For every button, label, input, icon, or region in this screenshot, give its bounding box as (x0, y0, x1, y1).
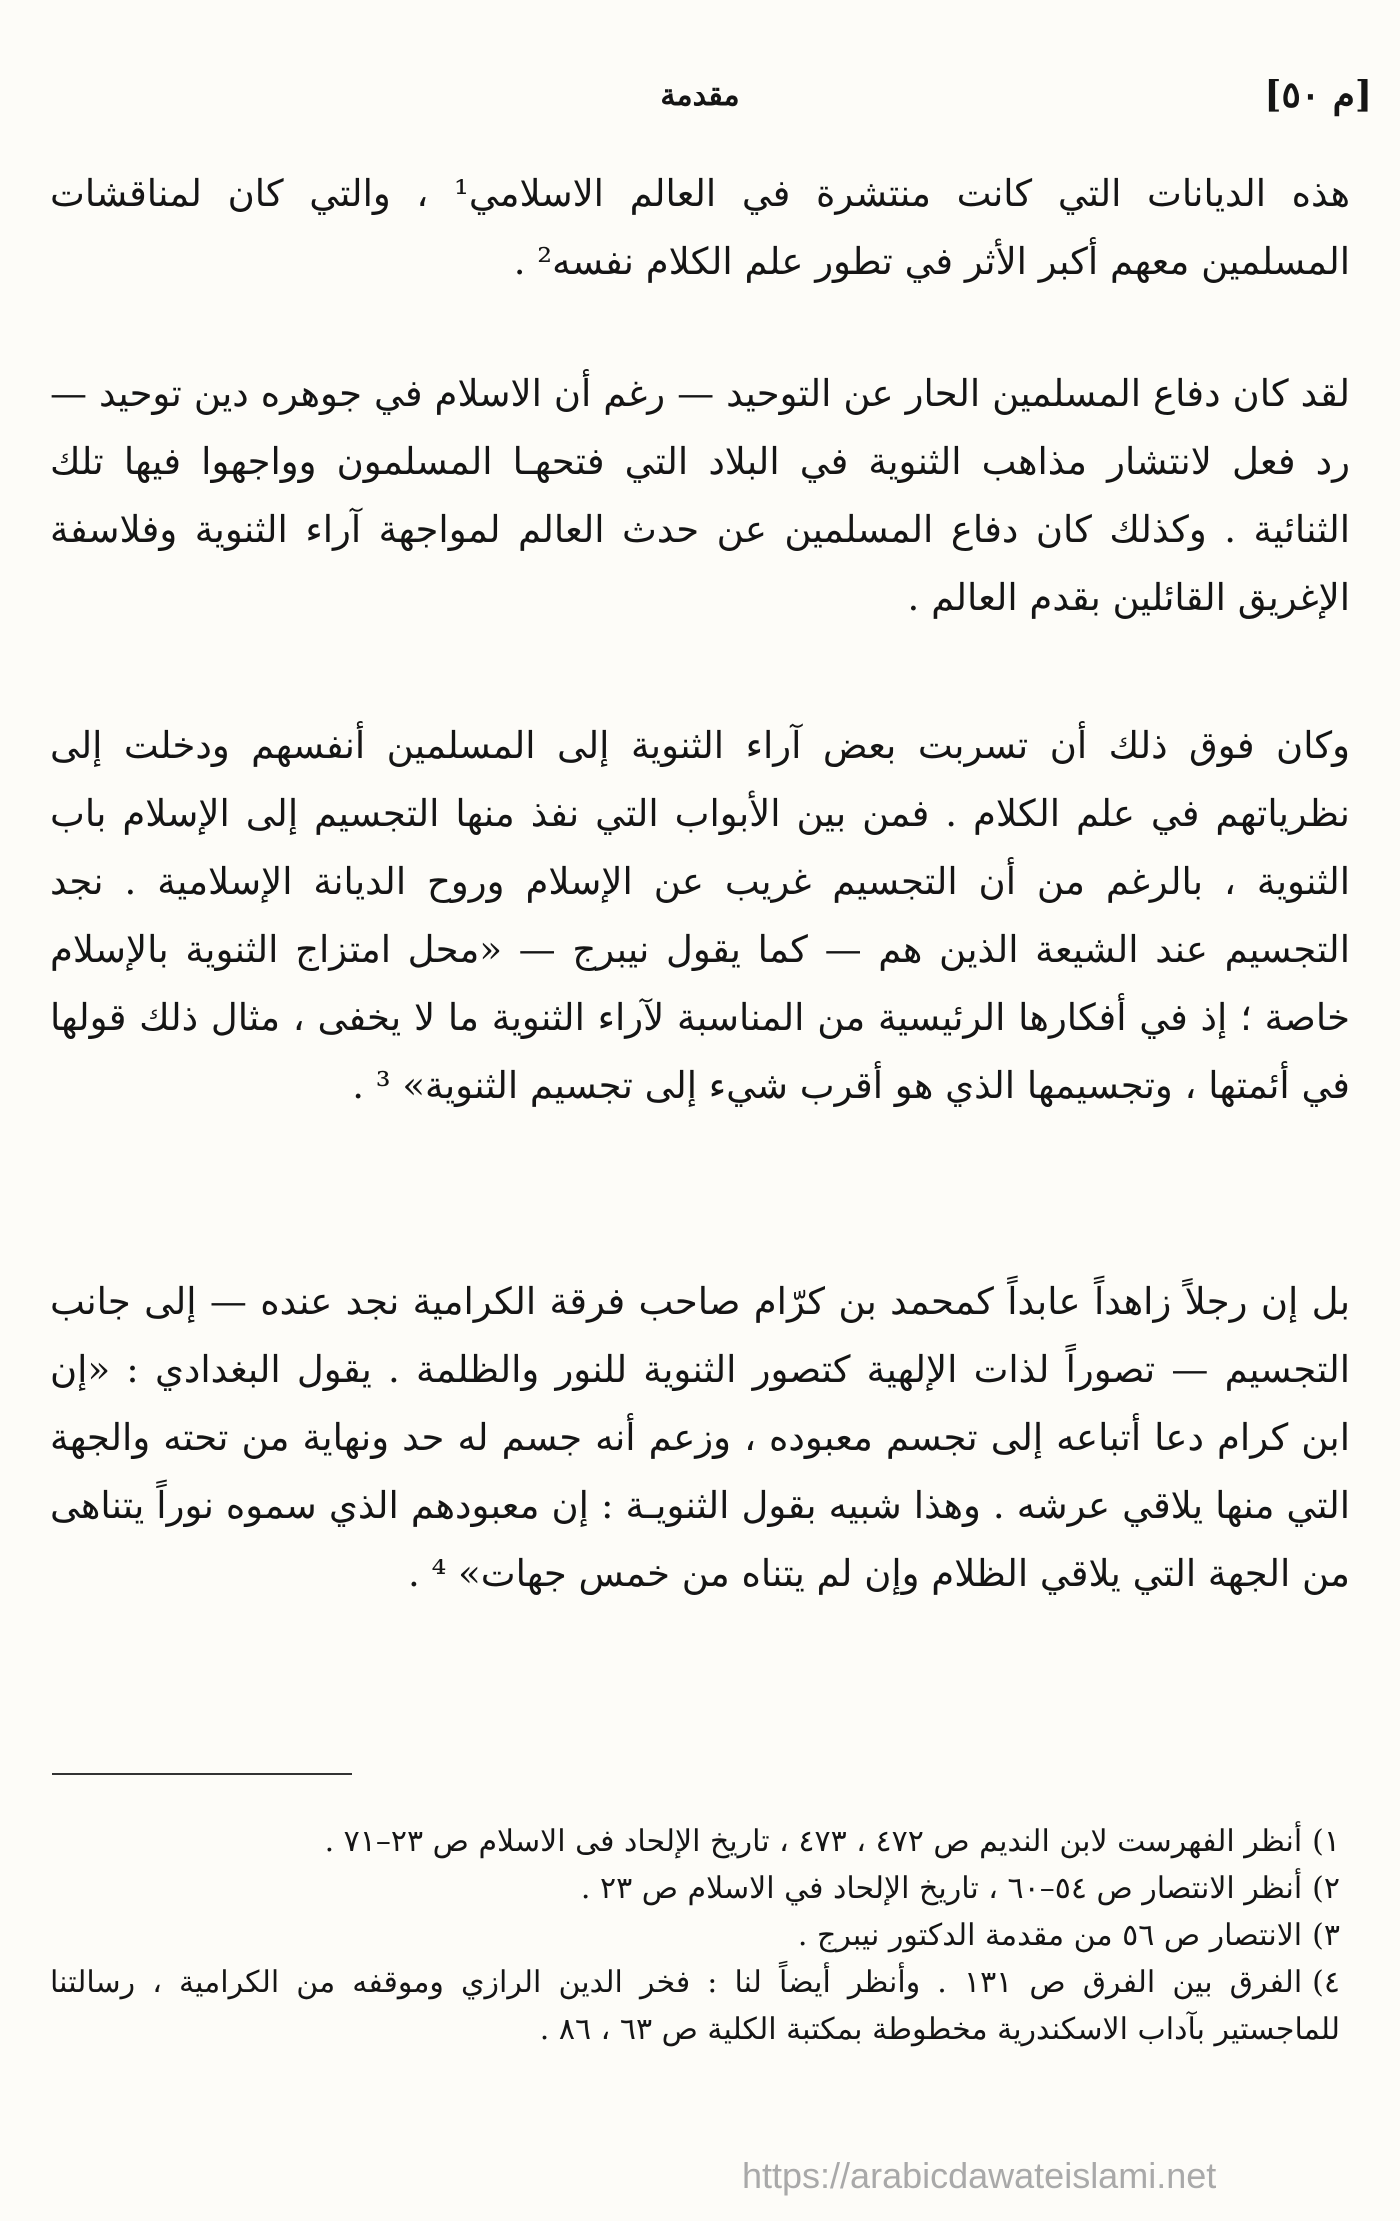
footnote (50, 1912, 1340, 1959)
paragraph-tawhid-defense: لقد كان دفاع المسلمين الحار عن التوحيد — رغم أن الاسلام في جوهره دين توحيد — رد فعل لانتشار مذاهب الثنوية في البلاد التي فتحهـا المسلمون وواجهوا فيها تلك الثنائية . وكذلك كان دفاع المسلمين عن حدث العالم لمواجهة آراء الثنوية وفلاسفة الإغريق القائلين بقدم العالم . (50, 372, 1351, 619)
footnote-text: الفرق بين الفرق ص ١٣١ . وأنظر أيضاً لنا : فخر الدين الرازي وموقفه من الكرامية ، رسالتنا للماجستير بآداب الاسكندرية مخطوطة بمكتبة الكلية ص ٦٣ ، ٨٦ . (50, 1965, 1340, 2047)
footnote-separator (52, 1773, 352, 1775)
paragraph-religions: هذه الديانات التي كانت منتشرة في العالم الاسلامي¹ ، والتي كان لمناقشات المسلمين معهم أكبر الأثر في تطور علم الكلام نفسه² . (50, 172, 1350, 283)
running-title: مقدمة (660, 78, 740, 113)
footnote-number: ١) (1312, 1824, 1340, 1859)
footnote-number: ٣) (1312, 1918, 1340, 1953)
paragraph-dualist-influence: وكان فوق ذلك أن تسربت بعض آراء الثنوية إلى المسلمين أنفسهم ودخلت إلى نظرياتهم في علم الكلام . فمن بين الأبواب التي نفذ منها التجسيم إلى الإسلام باب الثنوية ، بالرغم من أن التجسيم غريب عن الإسلام وروح الديانة الإسلامية . نجد التجسيم عند الشيعة الذين هم — كما يقول نيبرج — «محل امتزاج الثنوية بالإسلام خاصة ؛ إذ في أفكارها الرئيسية من المناسبة لآراء الثنوية ما لا يخفى ، مثال ذلك قولها في أئمتها ، وتجسيمها الذي هو أقرب شيء إلى تجسيم الثنوية» ³ . (50, 724, 1350, 1107)
watermark-url: https://arabicdawateislami.net (742, 2155, 1217, 2196)
footnote-list (50, 1818, 1340, 2053)
footnote-text: أنظر الفهرست لابن النديم ص ٤٧٢ ، ٤٧٣ ، تاريخ الإلحاد فى الاسلام ص ٢٣–٧١ . (324, 1824, 1303, 1859)
footnote-text: الانتصار ص ٥٦ من مقدمة الدكتور نيبرج . (797, 1918, 1303, 1953)
paragraph-karramiyya: بل إن رجلاً زاهداً عابداً كمحمد بن كرّام صاحب فرقة الكرامية نجد عنده — إلى جانب التجسيم — تصوراً لذات الإلهية كتصور الثنوية للنور والظلمة . يقول البغدادي : «إن ابن كرام دعا أتباعه إلى تجسم معبوده ، وزعم أنه جسم له حد ونهاية من تحته والجهة التي منها يلاقي عرشه . وهذا شبيه بقول الثنويـة : إن معبودهم الذي سموه نوراً يتناهى من الجهة التي يلاقي الظلام وإن لم يتناه من خمس جهات» ⁴ . (50, 1280, 1351, 1595)
footnote-number: ٢) (1312, 1871, 1340, 1906)
footnote (50, 1959, 1340, 2053)
footnote (50, 1865, 1340, 1912)
footnote-number: ٤) (1312, 1965, 1340, 2000)
footnote (50, 1818, 1340, 1865)
page-reference: [م ٥٠] (1264, 74, 1372, 116)
footnote-text: أنظر الانتصار ص ٥٤–٦٠ ، تاريخ الإلحاد في الاسلام ص ٢٣ . (580, 1871, 1303, 1906)
